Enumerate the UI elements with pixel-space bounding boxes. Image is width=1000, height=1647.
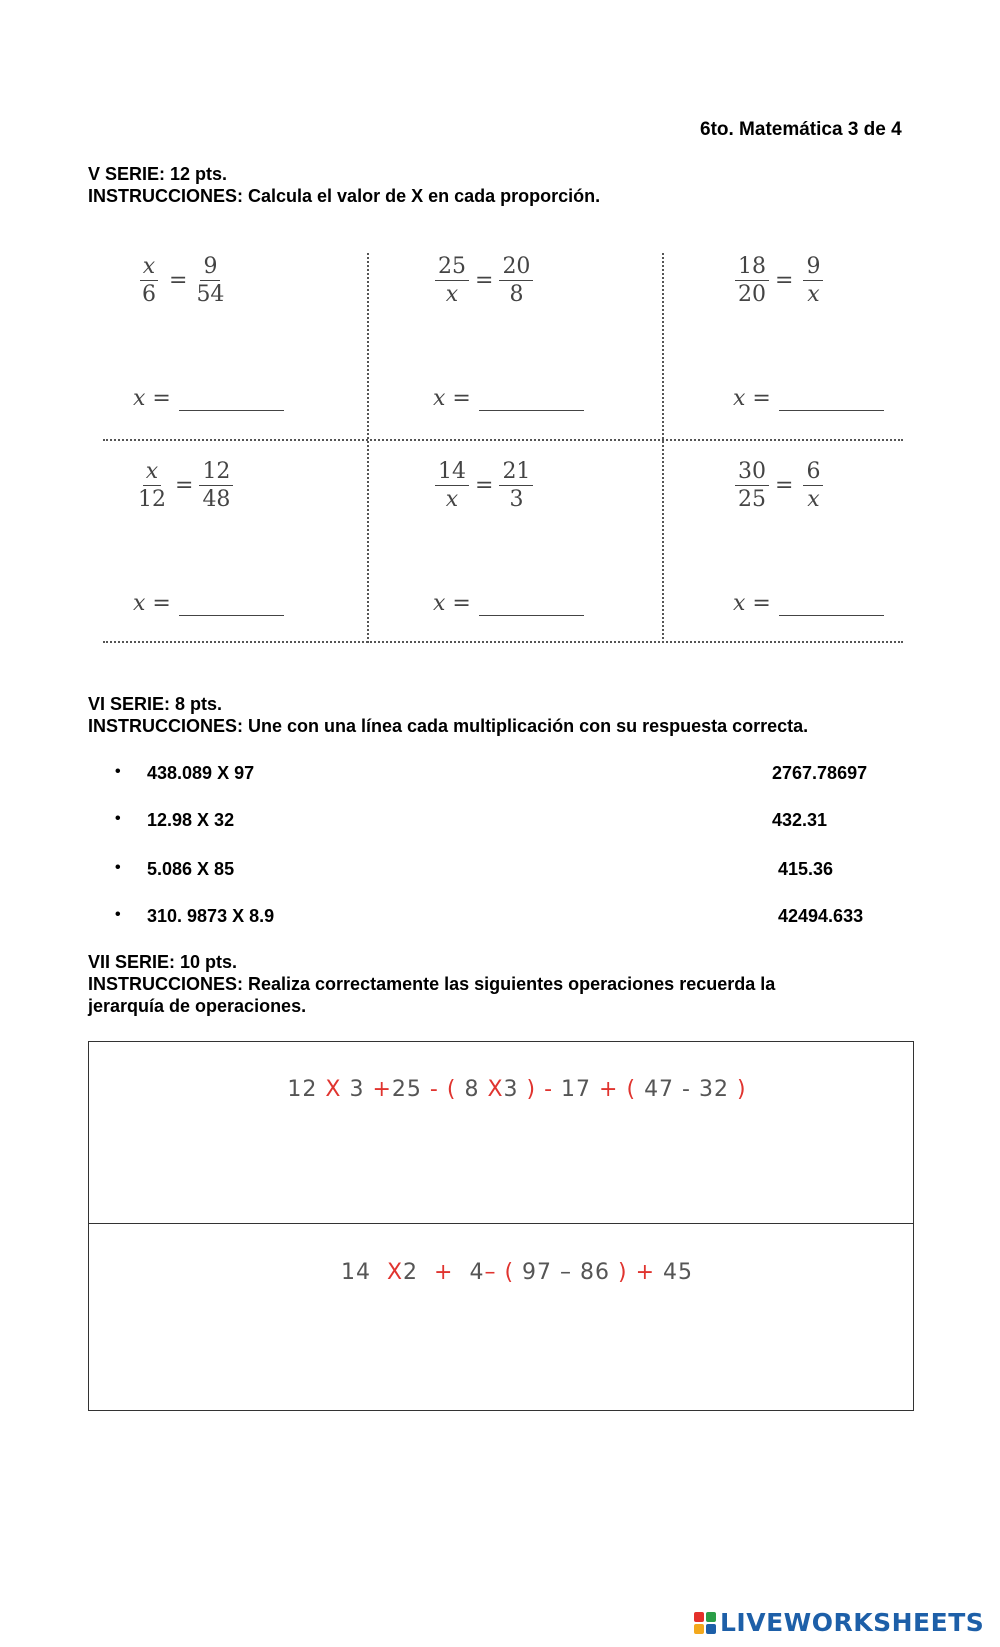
result[interactable]: 2767.78697 bbox=[772, 763, 868, 783]
operations-divider bbox=[89, 1223, 913, 1224]
result[interactable]: 415.36 bbox=[778, 859, 834, 879]
page-label: 6to. Matemática 3 de 4 bbox=[700, 119, 902, 140]
proportion: $\frac{x}{12}$ = $\frac{12}{48}$ bbox=[135, 458, 233, 513]
answer-field[interactable]: x = bbox=[733, 386, 884, 411]
answer-field[interactable]: x = bbox=[433, 386, 584, 411]
answer-field[interactable]: x = bbox=[133, 386, 284, 411]
multiplication[interactable]: 12.98 X 32 bbox=[147, 810, 235, 830]
proportion-cell bbox=[103, 458, 373, 648]
bullet-icon: • bbox=[115, 763, 121, 780]
proportion-cell bbox=[103, 253, 373, 443]
answer-field[interactable]: x = bbox=[733, 591, 884, 616]
serie7-instructions-cont: jerarquía de operaciones. bbox=[88, 996, 307, 1016]
match-pair bbox=[115, 859, 895, 885]
bullet-icon: • bbox=[115, 810, 121, 827]
proportion-grid bbox=[103, 253, 903, 643]
logo-square bbox=[694, 1624, 704, 1634]
bullet-icon: • bbox=[115, 906, 121, 923]
answer-field[interactable]: x = bbox=[133, 591, 284, 616]
proportion: $\frac{18}{20}$ = $\frac{9}{x}$ bbox=[735, 253, 827, 308]
multiplication[interactable]: 5.086 X 85 bbox=[147, 859, 235, 879]
match-pair bbox=[115, 763, 895, 789]
serie5-title: V SERIE: 12 pts. bbox=[88, 164, 228, 184]
proportion: $\frac{25}{x}$ = $\frac{20}{8}$ bbox=[435, 253, 533, 308]
liveworksheets-logo bbox=[694, 1608, 984, 1637]
proportion-cell bbox=[703, 253, 973, 443]
match-pair bbox=[115, 810, 895, 836]
logo-icon bbox=[694, 1612, 716, 1634]
serie5-instructions: INSTRUCCIONES: Calcula el valor de X en cada proporción. bbox=[88, 186, 601, 206]
operation-1: 12 X 3 +25 - ( 8 X3 ) - 17 + ( 47 - 32 ) bbox=[287, 1077, 747, 1102]
answer-field[interactable]: x = bbox=[433, 591, 584, 616]
logo-square bbox=[706, 1612, 716, 1622]
serie7-instructions: INSTRUCCIONES: Realiza correctamente las siguientes operaciones recuerda la bbox=[88, 974, 776, 994]
bullet-icon: • bbox=[115, 859, 121, 876]
multiplication[interactable]: 438.089 X 97 bbox=[147, 763, 255, 783]
operation-2: 14 X2 + 4– ( 97 – 86 ) + 45 bbox=[340, 1260, 693, 1285]
serie6-title: VI SERIE: 8 pts. bbox=[88, 694, 223, 714]
multiplication[interactable]: 310. 9873 X 8.9 bbox=[147, 906, 275, 926]
proportion-cell bbox=[703, 458, 973, 648]
proportion: $\frac{30}{25}$ = $\frac{6}{x}$ bbox=[735, 458, 827, 513]
proportion: $\frac{x}{6}$ = $\frac{9}{54}$ bbox=[135, 253, 227, 308]
result[interactable]: 42494.633 bbox=[778, 906, 864, 926]
result[interactable]: 432.31 bbox=[772, 810, 828, 830]
serie6-instructions: INSTRUCCIONES: Une con una línea cada multiplicación con su respuesta correcta. bbox=[88, 716, 809, 736]
proportion: $\frac{14}{x}$ = $\frac{21}{3}$ bbox=[435, 458, 533, 513]
proportion-cell bbox=[403, 458, 673, 648]
logo-square bbox=[706, 1624, 716, 1634]
serie7-title: VII SERIE: 10 pts. bbox=[88, 952, 238, 972]
logo-square bbox=[694, 1612, 704, 1622]
proportion-cell bbox=[403, 253, 673, 443]
operations-box bbox=[88, 1041, 914, 1411]
logo-text: LIVEWORKSHEETS bbox=[720, 1608, 985, 1637]
match-pair bbox=[115, 906, 895, 932]
